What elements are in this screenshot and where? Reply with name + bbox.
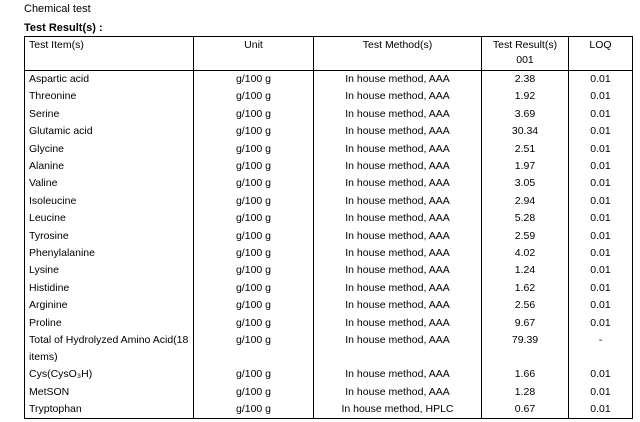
loq-cell: 0.01: [569, 88, 633, 105]
header-test-result: [482, 37, 569, 71]
unit-cell: g/100 g: [194, 123, 314, 140]
test-item-cell: Lysine: [25, 262, 194, 279]
test-method-cell: In house method, AAA: [314, 297, 482, 314]
test-item-cell: Histidine: [25, 280, 194, 297]
test-result-cell: 1.62: [482, 280, 569, 297]
unit-cell: g/100 g: [194, 366, 314, 383]
test-method-cell: In house method, AAA: [314, 280, 482, 297]
table-row: [25, 158, 633, 175]
test-method-cell: In house method, AAA: [314, 210, 482, 227]
unit-cell: g/100 g: [194, 88, 314, 105]
test-result-cell: 4.02: [482, 245, 569, 262]
unit-cell: g/100 g: [194, 71, 314, 89]
test-result-cell: 30.34: [482, 123, 569, 140]
results-table: [24, 36, 633, 419]
test-item-cell: Isoleucine: [25, 193, 194, 210]
test-item-cell: Proline: [25, 315, 194, 332]
test-method-cell: In house method, HPLC: [314, 401, 482, 419]
loq-cell: 0.01: [569, 262, 633, 279]
unit-cell: g/100 g: [194, 297, 314, 314]
test-item-cell: Phenylalanine: [25, 245, 194, 262]
loq-cell: 0.01: [569, 193, 633, 210]
unit-cell: g/100 g: [194, 158, 314, 175]
table-row: [25, 175, 633, 192]
unit-cell: g/100 g: [194, 245, 314, 262]
table-row: [25, 297, 633, 314]
table-row: [25, 245, 633, 262]
loq-cell: 0.01: [569, 384, 633, 401]
loq-cell: 0.01: [569, 141, 633, 158]
test-method-cell: In house method, AAA: [314, 366, 482, 383]
test-result-cell: 1.28: [482, 384, 569, 401]
loq-cell: 0.01: [569, 175, 633, 192]
table-row: [25, 106, 633, 123]
unit-cell: g/100 g: [194, 228, 314, 245]
table-row: [25, 401, 633, 419]
loq-cell: 0.01: [569, 106, 633, 123]
test-result-cell: 2.94: [482, 193, 569, 210]
loq-cell: 0.01: [569, 71, 633, 89]
test-result-cell: 0.67: [482, 401, 569, 419]
loq-cell: 0.01: [569, 228, 633, 245]
test-result-cell: 1.24: [482, 262, 569, 279]
table-row: [25, 384, 633, 401]
unit-cell: g/100 g: [194, 262, 314, 279]
unit-cell: g/100 g: [194, 193, 314, 210]
header-sample-id: 001: [516, 54, 534, 66]
table-row: [25, 193, 633, 210]
unit-cell: g/100 g: [194, 175, 314, 192]
test-item-cell: Threonine: [25, 88, 194, 105]
table-row: [25, 88, 633, 105]
test-method-cell: In house method, AAA: [314, 106, 482, 123]
test-result-cell: 2.59: [482, 228, 569, 245]
test-item-cell: Valine: [25, 175, 194, 192]
table-row: [25, 366, 633, 383]
table-row: [25, 123, 633, 140]
test-result-cell: 79.39: [482, 332, 569, 366]
loq-cell: 0.01: [569, 280, 633, 297]
table-row: [25, 262, 633, 279]
header-test-result-label: Test Result(s): [492, 39, 558, 51]
test-item-cell: Tryptophan: [25, 401, 194, 419]
test-method-cell: In house method, AAA: [314, 262, 482, 279]
loq-cell: 0.01: [569, 401, 633, 419]
table-row: [25, 210, 633, 227]
test-method-cell: In house method, AAA: [314, 384, 482, 401]
test-result-cell: 9.67: [482, 315, 569, 332]
unit-cell: g/100 g: [194, 332, 314, 366]
test-result-cell: 1.92: [482, 88, 569, 105]
test-item-cell: Cys(CysO₃H): [25, 366, 194, 383]
table-row: [25, 71, 633, 89]
test-method-cell: In house method, AAA: [314, 245, 482, 262]
test-method-cell: In house method, AAA: [314, 193, 482, 210]
test-method-cell: In house method, AAA: [314, 175, 482, 192]
table-row: [25, 332, 633, 366]
test-item-cell: MetSON: [25, 384, 194, 401]
test-item-cell: Arginine: [25, 297, 194, 314]
loq-cell: 0.01: [569, 366, 633, 383]
table-row: [25, 315, 633, 332]
unit-cell: g/100 g: [194, 315, 314, 332]
loq-cell: 0.01: [569, 297, 633, 314]
unit-cell: g/100 g: [194, 384, 314, 401]
section-heading: Test Result(s) :: [24, 22, 103, 34]
test-item-cell: Serine: [25, 106, 194, 123]
unit-cell: g/100 g: [194, 210, 314, 227]
header-test-method: Test Method(s): [314, 37, 482, 71]
test-result-cell: 1.97: [482, 158, 569, 175]
unit-cell: g/100 g: [194, 280, 314, 297]
page-heading: Chemical test: [24, 3, 91, 15]
test-method-cell: In house method, AAA: [314, 158, 482, 175]
test-method-cell: In house method, AAA: [314, 123, 482, 140]
test-result-cell: 2.38: [482, 71, 569, 89]
test-item-cell: Alanine: [25, 158, 194, 175]
table-body: [25, 71, 633, 419]
loq-cell: 0.01: [569, 123, 633, 140]
loq-cell: 0.01: [569, 315, 633, 332]
unit-cell: g/100 g: [194, 401, 314, 419]
test-item-cell: Glycine: [25, 141, 194, 158]
test-method-cell: In house method, AAA: [314, 88, 482, 105]
loq-cell: 0.01: [569, 158, 633, 175]
test-result-cell: 2.51: [482, 141, 569, 158]
header-unit: Unit: [194, 37, 314, 71]
test-result-cell: 3.69: [482, 106, 569, 123]
test-method-cell: In house method, AAA: [314, 228, 482, 245]
test-method-cell: In house method, AAA: [314, 141, 482, 158]
test-method-cell: In house method, AAA: [314, 315, 482, 332]
test-item-cell: Glutamic acid: [25, 123, 194, 140]
test-result-cell: 2.56: [482, 297, 569, 314]
table-header-row: [25, 37, 633, 71]
test-item-cell: Total of Hydrolyzed Amino Acid(18 items): [25, 332, 194, 366]
test-method-cell: In house method, AAA: [314, 332, 482, 366]
header-test-item: Test Item(s): [25, 37, 194, 71]
table-row: [25, 280, 633, 297]
table-row: [25, 228, 633, 245]
loq-cell: 0.01: [569, 245, 633, 262]
unit-cell: g/100 g: [194, 141, 314, 158]
test-item-cell: Aspartic acid: [25, 71, 194, 89]
table-row: [25, 141, 633, 158]
test-result-cell: 1.66: [482, 366, 569, 383]
test-result-cell: 3.05: [482, 175, 569, 192]
header-loq: LOQ: [569, 37, 633, 71]
test-method-cell: In house method, AAA: [314, 71, 482, 89]
test-result-cell: 5.28: [482, 210, 569, 227]
loq-cell: 0.01: [569, 210, 633, 227]
loq-cell: -: [569, 332, 633, 366]
test-item-cell: Leucine: [25, 210, 194, 227]
test-item-cell: Tyrosine: [25, 228, 194, 245]
unit-cell: g/100 g: [194, 106, 314, 123]
